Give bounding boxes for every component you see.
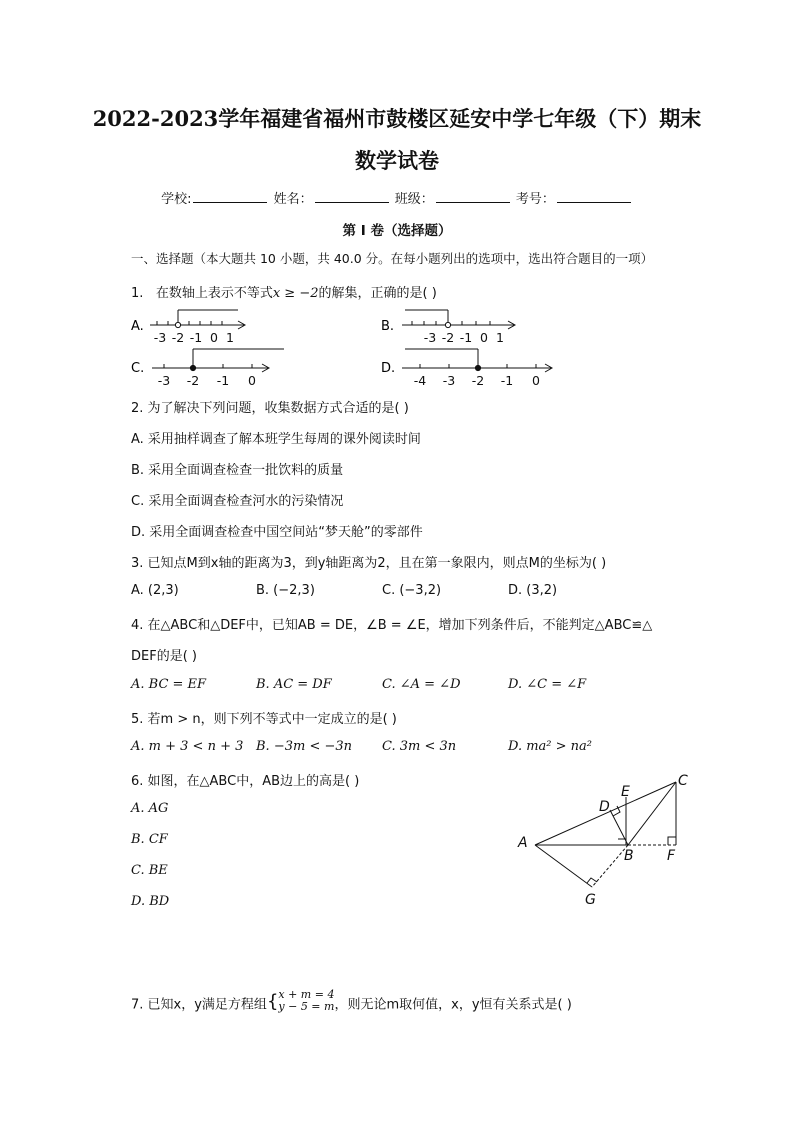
q1-tick: -1 [500,373,514,388]
q6-stem: 6. 如图，在△ABC中，AB边上的高是( ) [131,774,360,789]
part1-header: 一、选择题（本大题共 10 小题，共 40.0 分。在每小题列出的选项中，选出符合题目的一项） [131,251,654,266]
q5-stem: 5. 若m > n，则下列不等式中一定成立的是( ) [131,712,397,727]
q3-option-b: B. (−2,3) [256,583,315,598]
q1-tick: -2 [441,330,455,345]
q1-tick: -1 [459,330,473,345]
q1-ticks-d [414,373,540,388]
q2-option-b: B. 采用全面调查检查一批饮料的质量 [131,463,344,478]
q7-equation-1: x + m = 4 [278,988,335,1001]
q6-option-d: D. BD [131,894,170,909]
q1-ticks-a [154,330,234,345]
point-label: D [599,799,610,815]
q1-tick: 1 [226,330,234,345]
q2-option-d: D. 采用全面调查检查中国空间站“梦天舱”的零部件 [131,525,423,540]
q2-option-a: A. 采用抽样调查了解本班学生每周的课外阅读时间 [131,432,421,447]
q1-solid-dot-c [190,365,195,370]
q1-number: 1. [131,286,144,301]
q5-option-d: D. ma² > na² [508,739,593,754]
q1-ticks-b [424,330,504,345]
q1-label-c: C. [131,361,145,376]
name-label: 姓名： [273,192,313,207]
q1-tick: -3 [423,330,437,345]
q5-option-c: C. 3m < 3n [382,739,457,754]
q1-tick: -3 [153,330,167,345]
q1-tick: -3 [442,373,456,388]
q1-tick: -2 [471,373,485,388]
q2-stem: 2. 为了解决下列问题，收集数据方式合适的是( ) [131,401,409,416]
q4-stem-2: DEF的是( ) [131,649,197,664]
q1-label-a: A. [131,319,144,334]
q2-option-c: C. 采用全面调查检查河水的污染情况 [131,494,344,509]
q6-option-a: A. AG [131,801,169,816]
q1-open-dot-b [445,322,450,327]
q7-stem: 7. 已知x，y满足方程组{x + m = 4 y − 5 = m，则无论m取何值，x，y恒有关系式是( ) [131,988,572,1013]
q1-number-line-a [150,310,245,329]
q1-text-b: 的解集，正确的是( ) [318,286,437,301]
q3-stem: 3. 已知点M到x轴的距离为3，到y轴距离为2，且在第一象限内，则点M的坐标为( ) [131,556,607,571]
q7-equation-2: y − 5 = m [278,1000,335,1013]
q1-solid-dot-d [475,365,480,370]
q6-triangle-figure [510,765,710,915]
q1-number-line-c [152,349,284,372]
q1-open-dot-a [175,322,180,327]
q1-ticks-c [158,373,256,388]
q1-number-line-d [402,349,552,372]
q1-tick: -2 [186,373,200,388]
point-label: F [667,848,676,864]
q1-label-b: B. [381,319,395,334]
q1-tick: -2 [171,330,185,345]
q7-text-a: 7. 已知x，y满足方程组 [131,997,267,1013]
q1-tick: -1 [216,373,230,388]
q1-tick: 0 [210,330,218,345]
point-label: C [678,773,688,789]
q7-text-b: ，则无论m取何值，x，y恒有关系式是( ) [334,997,572,1013]
q6-option-c: C. BE [131,863,168,878]
q4-option-c: C. ∠A = ∠D [382,677,461,692]
q1-number-line-b [402,310,515,329]
q1-tick: -3 [157,373,171,388]
point-label: B [624,848,634,864]
q1-label-d: D. [381,361,396,376]
q5-option-b: B. −3m < −3n [256,739,353,754]
exam-no-label: 考号： [515,192,555,207]
q1-text-a: 在数轴上表示不等式 [155,286,273,301]
q4-stem-1: 4. 在△ABC和△DEF中，已知AB = DE，∠B = ∠E，增加下列条件后，不能判定△ABC≌△ [131,618,653,633]
point-label: G [585,892,596,908]
q3-option-a: A. (2,3) [131,583,179,598]
q4-option-a: A. BC = EF [131,677,207,692]
q1-tick: 1 [496,330,504,345]
q3-option-c: C. (−3,2) [382,583,442,598]
school-label: 学校: [161,192,192,207]
q1-tick: 0 [248,373,256,388]
q1-tick: -1 [189,330,203,345]
point-label: E [621,784,630,800]
q1-number-lines [0,0,794,400]
q4-option-d: D. ∠C = ∠F [508,677,587,692]
q1-tick: 0 [532,373,540,388]
title-line-1: 2022-2023学年福建省福州市鼓楼区延安中学七年级（下）期末 [92,106,702,131]
section-title: 第 I 卷（选择题） [342,223,452,239]
q1-tick: -4 [413,373,427,388]
q1-inequality: x ≥ −2 [272,286,319,301]
class-label: 班级： [394,192,434,207]
q5-option-a: A. m + 3 < n + 3 [131,739,244,754]
q4-option-b: B. AC = DF [256,677,332,692]
q6-option-b: B. CF [131,832,168,847]
q1-tick: 0 [480,330,488,345]
q3-option-d: D. (3,2) [508,583,558,598]
title-line-2: 数学试卷 [355,148,439,173]
point-label: A [518,835,528,851]
